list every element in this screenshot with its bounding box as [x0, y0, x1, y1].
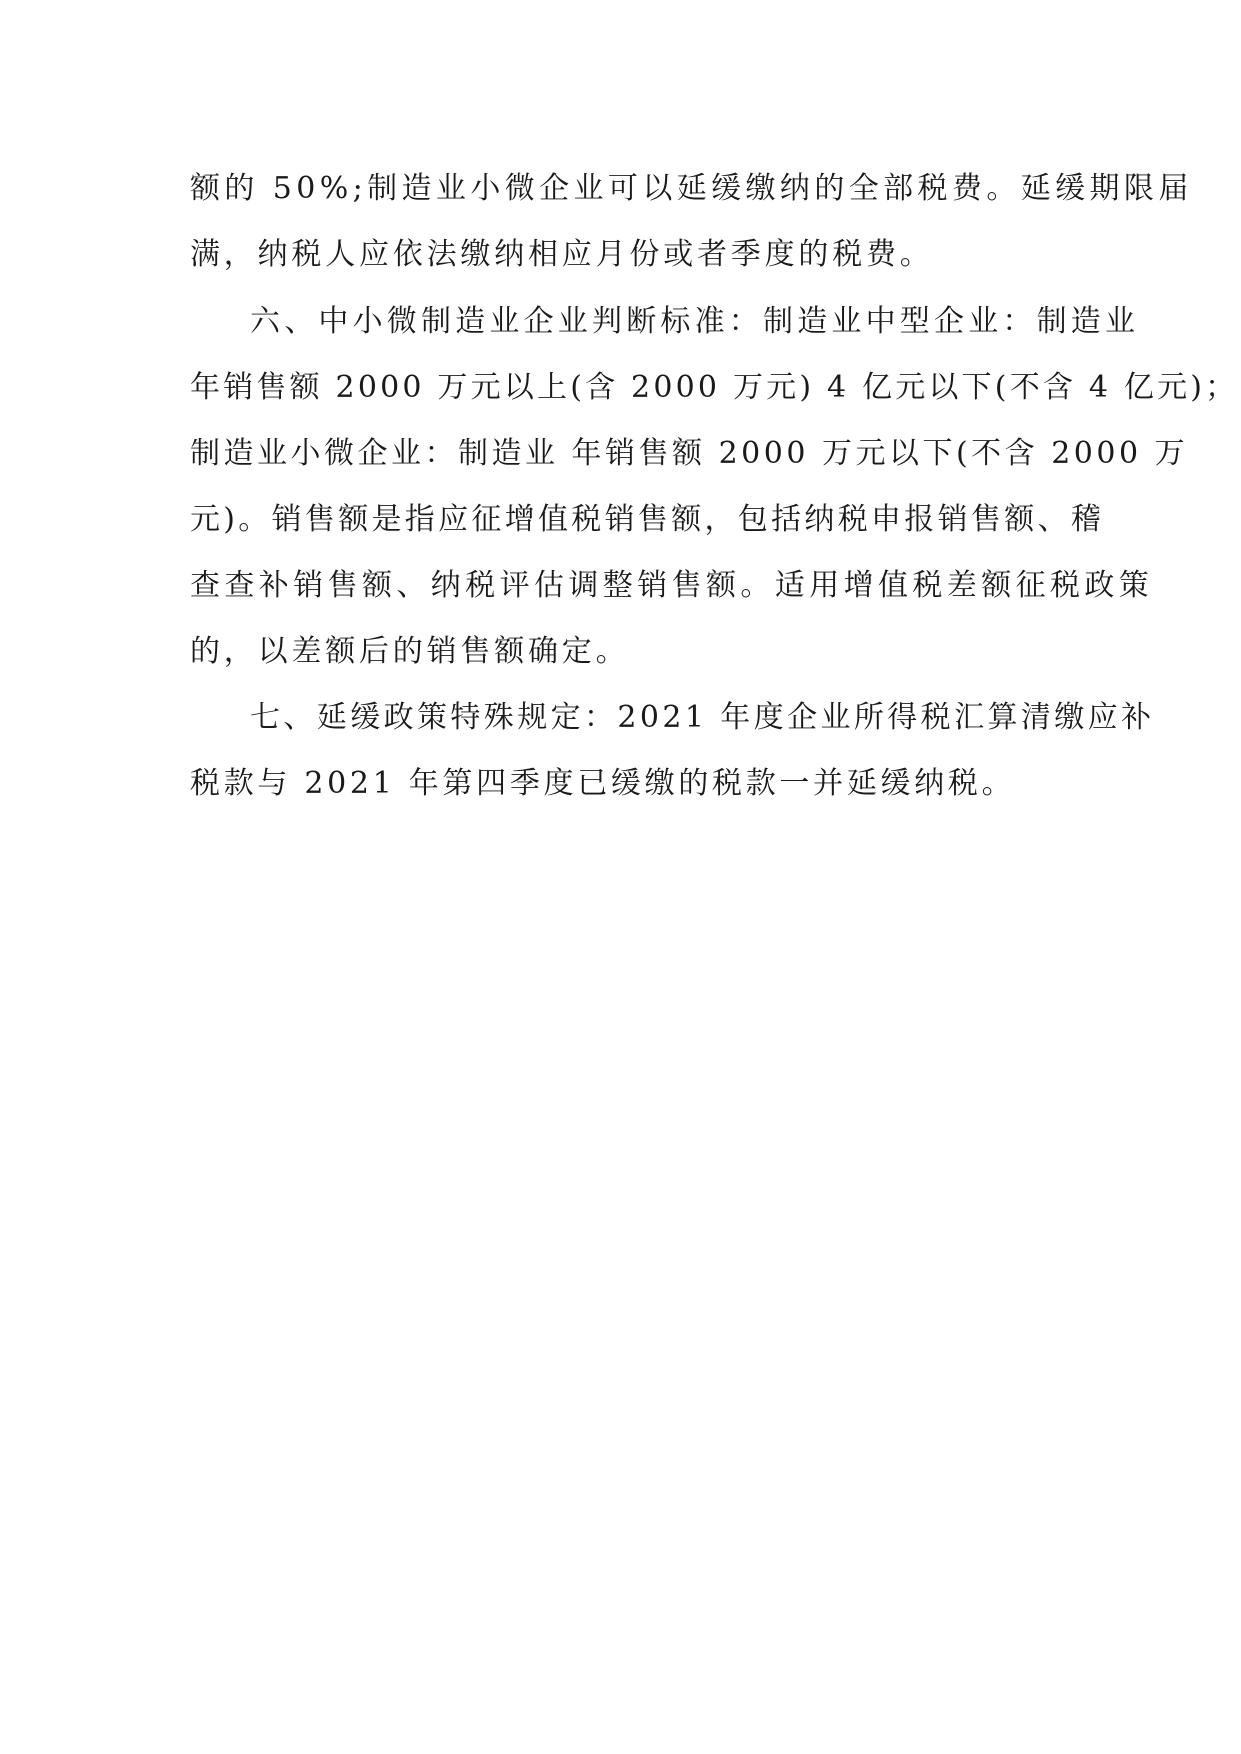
paragraph-6-line-1: 六、中小微制造业企业判断标准：制造业中型企业：制造业 [250, 304, 1140, 339]
paragraph-7-line-2: 税款与 2021 年第四季度已缓缴的税款一并延缓纳税。 [190, 766, 1016, 801]
paragraph-7-line-1: 七、延缓政策特殊规定：2021 年度企业所得税汇算清缴应补 [250, 700, 1155, 735]
paragraph-6-line-3: 制造业小微企业：制造业 年销售额 2000 万元以下(不含 2000 万 [190, 436, 1189, 471]
paragraph-5-line-3: 满，纳税人应依法缴纳相应月份或者季度的税费。 [190, 237, 934, 272]
paragraph-6-line-5: 查查补销售额、纳税评估调整销售额。适用增值税差额征税政策 [190, 568, 1154, 603]
paragraph-5-line-2: 额的 50%;制造业小微企业可以延缓缴纳的全部税费。延缓期限届 [190, 171, 1193, 206]
paragraph-6-line-6: 的，以差额后的销售额确定。 [190, 634, 630, 669]
paragraph-6-line-2: 年销售额 2000 万元以上(含 2000 万元) 4 亿元以下(不含 4 亿元)； [190, 370, 1239, 405]
paragraph-6-line-4: 元)。销售额是指应征增值税销售额，包括纳税申报销售额、稽 [190, 502, 1105, 537]
